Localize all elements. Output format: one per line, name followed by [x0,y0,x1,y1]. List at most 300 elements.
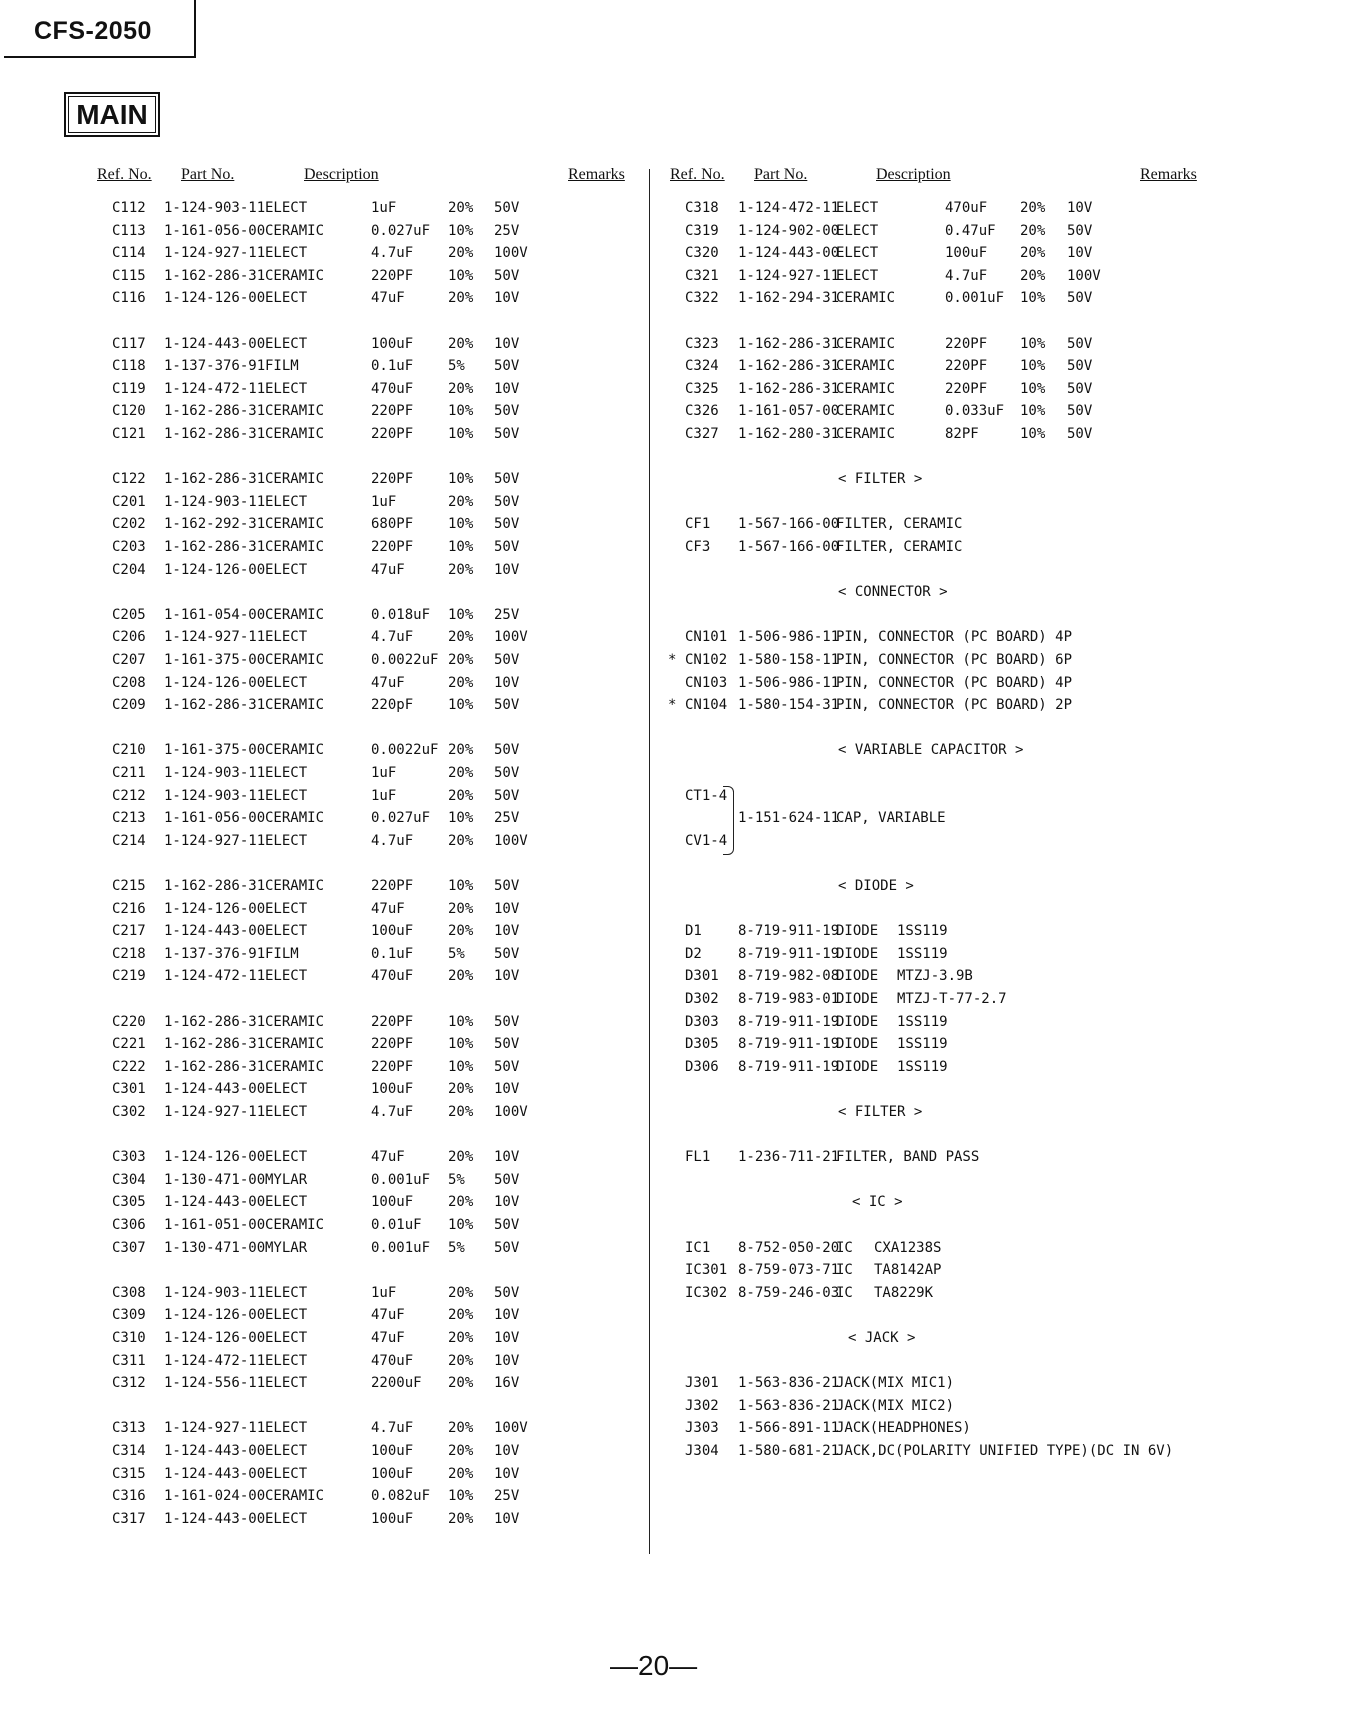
right-ref-cell: C326 [685,403,719,420]
diode-type: 1SS119 [897,1013,948,1030]
right-header-remarks: Remarks [1140,166,1197,183]
left-volt-cell: 50V [494,267,520,284]
right-desc-cell: ELECT [836,267,879,284]
left-desc-cell: ELECT [265,674,308,691]
left-part-cell: 1-162-286-31 [164,1036,266,1053]
ic-ref: IC1 [685,1239,711,1256]
left-ref-cell: C121 [112,426,146,442]
left-volt-cell: 10V [494,1149,520,1166]
left-ref-cell: C213 [112,810,146,827]
left-value-cell: 470uF [371,380,414,397]
left-volt-cell: 16V [494,1375,520,1392]
ic-part: 8-752-050-20 [738,1239,840,1256]
left-tol-cell: 20% [448,742,474,759]
left-desc-cell: CERAMIC [265,742,325,759]
left-part-cell: 1-161-375-00 [164,742,266,759]
left-ref-cell: C311 [112,1352,146,1369]
left-desc-cell: ELECT [265,765,308,781]
left-volt-cell: 50V [494,945,520,962]
left-tol-cell: 10% [448,878,474,894]
left-volt-cell: 10V [494,1330,520,1346]
left-ref-cell: C112 [112,200,146,216]
left-value-cell: 47uF [371,900,405,917]
right-desc-cell: CERAMIC [836,358,896,375]
right-tol-cell: 20% [1020,222,1046,239]
diode-desc: DIODE [836,991,879,1007]
left-desc-cell: ELECT [265,923,308,940]
left-desc-cell: ELECT [265,1104,308,1120]
left-value-cell: 0.018uF [371,606,431,623]
left-desc-cell: CERAMIC [265,403,325,420]
section-title: MAIN [68,96,156,133]
left-part-cell: 1-161-056-00 [164,222,266,239]
left-part-cell: 1-130-471-00 [164,1239,266,1256]
left-tol-cell: 20% [448,832,474,849]
left-ref-cell: C217 [112,923,146,940]
left-tol-cell: 10% [448,1013,474,1030]
connector-ref: CN104 [685,697,728,714]
left-tol-cell: 20% [448,968,474,985]
right-volt-cell: 10V [1067,200,1093,216]
left-ref-cell: C317 [112,1510,146,1527]
right-volt-cell: 50V [1067,426,1093,442]
left-part-cell: 1-162-286-31 [164,1013,266,1030]
left-tol-cell: 20% [448,1307,474,1324]
diode-part: 8-719-911-19 [738,1036,840,1053]
connector-part: 1-580-154-31 [738,697,840,714]
jack-ref: J302 [685,1397,719,1414]
left-desc-cell: ELECT [265,561,308,578]
left-value-cell: 220PF [371,1013,414,1030]
right-part-cell: 1-162-280-31 [738,426,840,442]
left-desc-cell: CERAMIC [265,697,325,714]
left-value-cell: 1uF [371,1284,397,1301]
left-desc-cell: ELECT [265,1420,308,1437]
left-desc-cell: ELECT [265,1443,308,1459]
left-tol-cell: 5% [448,358,465,375]
varcap-ref1: CT1-4 [685,787,728,804]
varcap-ref2: CV1-4 [685,832,728,849]
left-value-cell: 47uF [371,1307,405,1324]
left-volt-cell: 50V [494,878,520,894]
left-volt-cell: 10V [494,1307,520,1324]
left-tol-cell: 20% [448,900,474,917]
right-value-cell: 4.7uF [945,267,988,284]
left-volt-cell: 100V [494,1104,528,1120]
right-header-ref: Ref. No. [670,166,725,183]
left-tol-cell: 20% [448,1465,474,1482]
left-ref-cell: C308 [112,1284,146,1301]
left-desc-cell: CERAMIC [265,539,325,555]
connector-heading: < CONNECTOR > [838,584,948,601]
left-tol-cell: 10% [448,697,474,714]
jack-desc: JACK(MIX MIC2) [836,1397,955,1414]
right-tol-cell: 20% [1020,245,1046,262]
left-value-cell: 220PF [371,1058,414,1075]
left-tol-cell: 5% [448,945,465,962]
right-tol-cell: 10% [1020,426,1046,442]
left-ref-cell: C222 [112,1058,146,1075]
left-ref-cell: C203 [112,539,146,555]
left-volt-cell: 10V [494,290,520,307]
left-desc-cell: ELECT [265,335,308,352]
left-desc-cell: CERAMIC [265,516,325,533]
filter-ref: CF3 [685,539,711,555]
left-part-cell: 1-124-443-00 [164,335,266,352]
right-ref-cell: C322 [685,290,719,307]
right-desc-cell: ELECT [836,222,879,239]
connector-ref: CN101 [685,629,728,646]
left-value-cell: 1uF [371,765,397,781]
left-desc-cell: ELECT [265,290,308,307]
left-part-cell: 1-124-443-00 [164,923,266,940]
left-volt-cell: 50V [494,426,520,442]
left-ref-cell: C310 [112,1330,146,1346]
left-tol-cell: 10% [448,267,474,284]
diode-type: 1SS119 [897,945,948,962]
right-value-cell: 220PF [945,335,988,352]
left-volt-cell: 50V [494,742,520,759]
left-volt-cell: 10V [494,1465,520,1482]
right-header-part: Part No. [754,166,808,183]
left-value-cell: 0.082uF [371,1488,431,1505]
left-part-cell: 1-124-927-11 [164,1104,266,1120]
left-desc-cell: FILM [265,945,299,962]
left-desc-cell: ELECT [265,245,308,262]
diode-desc: DIODE [836,968,879,985]
section-box [64,92,160,137]
left-value-cell: 220PF [371,1036,414,1053]
jack-part: 1-566-891-11 [738,1420,840,1437]
left-tol-cell: 20% [448,787,474,804]
ic-type: CXA1238S [874,1239,942,1256]
ic-desc: IC [836,1262,853,1279]
ic-part: 8-759-246-03 [738,1284,840,1301]
left-value-cell: 1uF [371,787,397,804]
right-part-cell: 1-162-286-31 [738,358,840,375]
diode-ref: D303 [685,1013,719,1030]
diode-part: 8-719-983-01 [738,991,840,1007]
left-ref-cell: C210 [112,742,146,759]
right-ref-cell: C325 [685,380,719,397]
left-desc-cell: ELECT [265,1352,308,1369]
right-tol-cell: 20% [1020,267,1046,284]
left-part-cell: 1-124-927-11 [164,832,266,849]
left-tol-cell: 20% [448,1284,474,1301]
left-ref-cell: C119 [112,380,146,397]
diode-type: 1SS119 [897,1036,948,1053]
diode-type: MTZJ-3.9B [897,968,973,985]
left-value-cell: 220PF [371,426,414,442]
left-volt-cell: 10V [494,1194,520,1211]
left-part-cell: 1-162-286-31 [164,539,266,555]
diode-ref: D301 [685,968,719,985]
left-tol-cell: 10% [448,471,474,488]
connector-part: 1-506-986-11 [738,629,840,646]
left-desc-cell: CERAMIC [265,606,325,623]
jack-desc: JACK(MIX MIC1) [836,1375,955,1392]
left-volt-cell: 50V [494,1217,520,1233]
right-ref-cell: C323 [685,335,719,352]
left-value-cell: 0.1uF [371,945,414,962]
left-volt-cell: 50V [494,787,520,804]
diode-part: 8-719-911-19 [738,923,840,940]
left-value-cell: 47uF [371,674,405,691]
left-part-cell: 1-124-443-00 [164,1194,266,1211]
left-volt-cell: 50V [494,539,520,555]
left-value-cell: 4.7uF [371,1420,414,1437]
left-ref-cell: C120 [112,403,146,420]
ic-type: TA8142AP [874,1262,942,1279]
left-ref-cell: C221 [112,1036,146,1053]
left-desc-cell: ELECT [265,1081,308,1098]
left-tol-cell: 20% [448,1510,474,1527]
left-part-cell: 1-162-286-31 [164,878,266,894]
diode-type: MTZJ-T-77-2.7 [897,991,1007,1007]
left-part-cell: 1-124-903-11 [164,1284,266,1301]
left-value-cell: 220PF [371,403,414,420]
left-ref-cell: C117 [112,335,146,352]
left-volt-cell: 50V [494,403,520,420]
right-value-cell: 0.47uF [945,222,996,239]
left-ref-cell: C118 [112,358,146,375]
right-value-cell: 220PF [945,358,988,375]
left-ref-cell: C218 [112,945,146,962]
right-part-cell: 1-124-443-00 [738,245,840,262]
left-part-cell: 1-162-286-31 [164,1058,266,1075]
jack-part: 1-563-836-21 [738,1375,840,1392]
right-volt-cell: 10V [1067,245,1093,262]
diode-part: 8-719-911-19 [738,945,840,962]
left-desc-cell: CERAMIC [265,1217,325,1233]
left-desc-cell: ELECT [265,1375,308,1392]
jack-part: 1-580-681-21 [738,1443,840,1459]
left-ref-cell: C301 [112,1081,146,1098]
left-ref-cell: C114 [112,245,146,262]
left-value-cell: 220pF [371,697,414,714]
left-part-cell: 1-124-556-11 [164,1375,266,1392]
varcap-heading: < VARIABLE CAPACITOR > [838,742,1024,759]
left-tol-cell: 20% [448,200,474,216]
jack-desc: JACK,DC(POLARITY UNIFIED TYPE)(DC IN 6V) [836,1443,1174,1459]
column-divider [649,169,650,1554]
left-volt-cell: 10V [494,335,520,352]
right-part-cell: 1-161-057-00 [738,403,840,420]
left-value-cell: 100uF [371,335,414,352]
left-tol-cell: 20% [448,1149,474,1166]
left-part-cell: 1-124-126-00 [164,1307,266,1324]
filter2-part: 1-236-711-21 [738,1149,840,1166]
left-desc-cell: ELECT [265,1149,308,1166]
ic-ref: IC301 [685,1262,728,1279]
left-value-cell: 1uF [371,200,397,216]
right-part-cell: 1-124-927-11 [738,267,840,284]
right-tol-cell: 10% [1020,290,1046,307]
page-number: —20— [610,1650,698,1681]
right-value-cell: 470uF [945,200,988,216]
filter2-ref: FL1 [685,1149,711,1166]
right-desc-cell: CERAMIC [836,380,896,397]
left-desc-cell: ELECT [265,968,308,985]
left-tol-cell: 10% [448,426,474,442]
diode-type: 1SS119 [897,1058,948,1075]
left-value-cell: 220PF [371,471,414,488]
left-part-cell: 1-162-286-31 [164,471,266,488]
left-ref-cell: C211 [112,765,146,781]
right-desc-cell: CERAMIC [836,290,896,307]
left-value-cell: 100uF [371,1194,414,1211]
right-part-cell: 1-162-286-31 [738,380,840,397]
left-header-remarks: Remarks [568,166,625,183]
left-value-cell: 47uF [371,1149,405,1166]
connector-desc: PIN, CONNECTOR (PC BOARD) 4P [836,674,1073,691]
left-desc-cell: CERAMIC [265,1488,325,1505]
left-desc-cell: MYLAR [265,1239,308,1256]
jack-desc: JACK(HEADPHONES) [836,1420,971,1437]
left-part-cell: 1-124-126-00 [164,1330,266,1346]
jack-part: 1-563-836-21 [738,1397,840,1414]
jack-heading: < JACK > [848,1330,916,1346]
ic-desc: IC [836,1284,853,1301]
filter2-desc: FILTER, BAND PASS [836,1149,980,1166]
model-box [4,0,196,58]
left-tol-cell: 20% [448,1330,474,1346]
right-desc-cell: CERAMIC [836,403,896,420]
left-part-cell: 1-124-903-11 [164,765,266,781]
right-value-cell: 0.033uF [945,403,1005,420]
left-value-cell: 0.001uF [371,1239,431,1256]
left-value-cell: 47uF [371,1330,405,1346]
varcap-part: 1-151-624-11 [738,810,840,827]
left-desc-cell: CERAMIC [265,267,325,284]
left-value-cell: 4.7uF [371,629,414,646]
right-tol-cell: 10% [1020,358,1046,375]
filter2-heading: < FILTER > [838,1104,923,1120]
left-tol-cell: 20% [448,561,474,578]
left-part-cell: 1-137-376-91 [164,945,266,962]
left-tol-cell: 20% [448,1420,474,1437]
left-tol-cell: 20% [448,245,474,262]
left-desc-cell: ELECT [265,200,308,216]
left-tol-cell: 20% [448,1194,474,1211]
left-ref-cell: C313 [112,1420,146,1437]
left-desc-cell: CERAMIC [265,426,325,442]
left-value-cell: 220PF [371,539,414,555]
ic-desc: IC [836,1239,853,1256]
diode-desc: DIODE [836,1058,879,1075]
left-tol-cell: 10% [448,606,474,623]
filter-part: 1-567-166-00 [738,516,840,533]
left-part-cell: 1-162-286-31 [164,697,266,714]
left-ref-cell: C312 [112,1375,146,1392]
left-desc-cell: CERAMIC [265,878,325,894]
ic-ref: IC302 [685,1284,728,1301]
filter-desc: FILTER, CERAMIC [836,516,963,533]
left-volt-cell: 50V [494,516,520,533]
right-ref-cell: C320 [685,245,719,262]
left-desc-cell: CERAMIC [265,222,325,239]
left-ref-cell: C206 [112,629,146,646]
left-part-cell: 1-161-024-00 [164,1488,266,1505]
left-tol-cell: 10% [448,1036,474,1053]
new-part-mark: * [668,652,677,668]
left-value-cell: 100uF [371,1443,414,1459]
right-volt-cell: 50V [1067,380,1093,397]
left-part-cell: 1-162-286-31 [164,426,266,442]
right-value-cell: 82PF [945,426,979,442]
diode-ref: D2 [685,945,702,962]
model-title: CFS-2050 [34,17,152,45]
left-volt-cell: 25V [494,606,520,623]
left-part-cell: 1-124-126-00 [164,290,266,307]
left-header-ref: Ref. No. [97,166,152,183]
connector-desc: PIN, CONNECTOR (PC BOARD) 6P [836,652,1073,668]
left-part-cell: 1-124-903-11 [164,493,266,510]
left-part-cell: 1-124-903-11 [164,200,266,216]
left-desc-cell: ELECT [265,787,308,804]
left-volt-cell: 100V [494,832,528,849]
left-value-cell: 470uF [371,1352,414,1369]
left-volt-cell: 50V [494,1013,520,1030]
right-desc-cell: CERAMIC [836,426,896,442]
right-value-cell: 220PF [945,380,988,397]
left-tol-cell: 10% [448,1488,474,1505]
left-ref-cell: C201 [112,493,146,510]
left-volt-cell: 10V [494,1081,520,1098]
right-value-cell: 0.001uF [945,290,1005,307]
ic-type: TA8229K [874,1284,934,1301]
left-desc-cell: ELECT [265,380,308,397]
left-desc-cell: CERAMIC [265,652,325,668]
left-volt-cell: 25V [494,1488,520,1505]
left-desc-cell: CERAMIC [265,1058,325,1075]
left-ref-cell: C309 [112,1307,146,1324]
left-tol-cell: 20% [448,1081,474,1098]
left-desc-cell: ELECT [265,1510,308,1527]
left-part-cell: 1-124-903-11 [164,787,266,804]
left-volt-cell: 10V [494,900,520,917]
left-ref-cell: C207 [112,652,146,668]
left-tol-cell: 20% [448,765,474,781]
right-desc-cell: ELECT [836,200,879,216]
left-part-cell: 1-124-443-00 [164,1443,266,1459]
left-ref-cell: C315 [112,1465,146,1482]
left-desc-cell: ELECT [265,1194,308,1211]
left-desc-cell: ELECT [265,493,308,510]
left-value-cell: 0.027uF [371,810,431,827]
left-volt-cell: 100V [494,245,528,262]
right-tol-cell: 20% [1020,200,1046,216]
right-header-desc: Description [876,166,951,183]
left-part-cell: 1-124-126-00 [164,561,266,578]
left-desc-cell: MYLAR [265,1171,308,1188]
right-ref-cell: C319 [685,222,719,239]
left-part-cell: 1-162-286-31 [164,267,266,284]
left-ref-cell: C205 [112,606,146,623]
left-part-cell: 1-124-443-00 [164,1510,266,1527]
connector-desc: PIN, CONNECTOR (PC BOARD) 2P [836,697,1073,714]
right-tol-cell: 10% [1020,380,1046,397]
right-value-cell: 100uF [945,245,988,262]
left-ref-cell: C307 [112,1239,146,1256]
diode-heading: < DIODE > [838,878,914,894]
left-volt-cell: 50V [494,697,520,714]
left-desc-cell: FILM [265,358,299,375]
left-header-desc: Description [304,166,379,183]
left-volt-cell: 50V [494,1171,520,1188]
left-tol-cell: 20% [448,290,474,307]
left-ref-cell: C113 [112,222,146,239]
